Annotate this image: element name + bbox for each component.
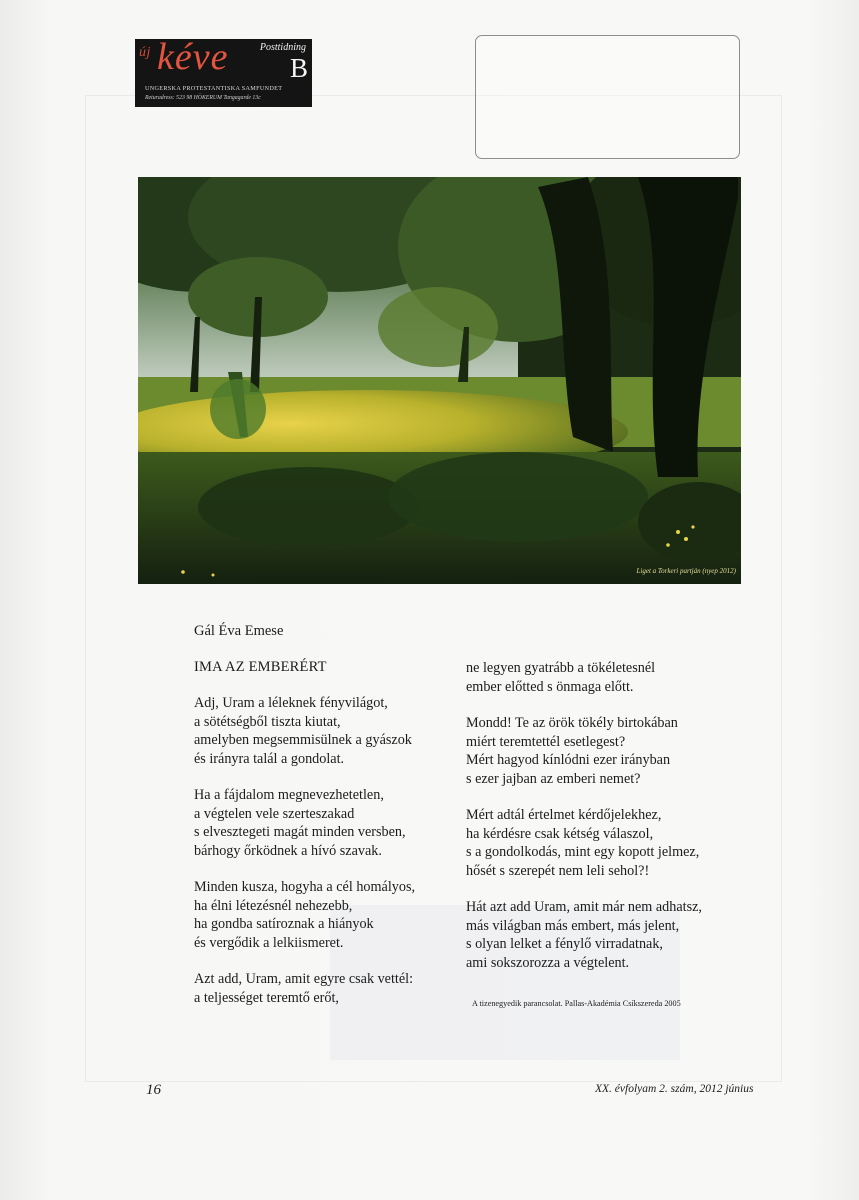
stanza [194, 694, 462, 768]
poem-line: ami sokszorozza a végtelent. [466, 954, 630, 971]
poem-title: IMA AZ EMBERÉRT [194, 659, 327, 675]
poem-line: Hát azt add Uram, amit már nem adhatsz, [466, 899, 702, 915]
poem-line: hősét s szerepét nem leli sehol?! [466, 862, 650, 879]
poem-line: s ezer jajban az emberi nemet? [466, 770, 641, 787]
poem-line: ha élni létezésnél nehezebb, [194, 897, 353, 914]
poem-line: ne legyen gyatrább a tökéletesnél [466, 660, 656, 676]
landscape-photo [138, 177, 741, 584]
address-label-box [475, 35, 740, 159]
poem-line: és vergődik a lelkiismeret. [194, 934, 344, 951]
poem-line: Azt add, Uram, amit egyre csak vettél: [194, 971, 414, 987]
stanza [194, 970, 462, 1007]
masthead-organization: UNGERSKA PROTESTANTISKA SAMFUNDET [145, 85, 283, 92]
poem-line: a sötétségből tiszta kiutat, [194, 713, 341, 730]
stanza [466, 898, 746, 972]
author-name: Gál Éva Emese [194, 623, 284, 639]
poem-line: bárhogy őrködnek a hívó szavak. [194, 842, 382, 859]
poem-line: Mért hagyod kínlódni ezer irányban [466, 752, 671, 768]
masthead-title: kéve [157, 39, 229, 78]
stanza [194, 786, 462, 860]
masthead-class-letter: B [289, 53, 308, 83]
poem-line: miért teremtettél esetlegest? [466, 733, 626, 750]
masthead-posttidning: Posttidning [259, 42, 306, 53]
poem-left-column [194, 659, 462, 1025]
poem-line: Minden kusza, hogyha a cél homályos, [194, 879, 416, 895]
poem-line: amelyben megsemmisülnek a gyászok [194, 732, 412, 748]
page-number: 16 [146, 1082, 161, 1098]
poem-line: más világban más embert, más jelent, [466, 917, 680, 934]
poem-line: ha kérdésre csak kétség válaszol, [466, 825, 654, 842]
stanza [466, 714, 746, 788]
poem-line: Adj, Uram a léleknek fényvilágot, [194, 695, 388, 711]
poem-line: és irányra talál a gondolat. [194, 750, 345, 767]
landscape-photo-drawing [138, 177, 741, 584]
masthead-logo [135, 39, 312, 107]
issue-info: XX. évfolyam 2. szám, 2012 június [595, 1083, 754, 1095]
poem-line: ha gondba satíroznak a hiányok [194, 916, 374, 932]
poem-line: Ha a fájdalom megnevezhetetlen, [194, 787, 384, 803]
poem-line: ember előtted s önmaga előtt. [466, 678, 634, 695]
poem-source: A tizenegyedik parancsolat. Pallas-Akadémia Csíkszereda 2005 [472, 999, 681, 1008]
poem-line: a végtelen vele szerteszakad [194, 805, 355, 822]
stanza [466, 806, 746, 880]
poem-line: s a gondolkodás, mint egy kopott jelmez, [466, 844, 700, 860]
poem-line: Mért adtál értelmet kérdőjelekhez, [466, 807, 662, 823]
masthead-return-address: Returadress: 523 98 HÖKERUM Tangagarde 13c [145, 95, 261, 101]
masthead-prefix: új [139, 45, 151, 60]
poem-line: s elvesztegeti magát minden versben, [194, 824, 406, 840]
poem-line: Mondd! Te az örök tökély birtokában [466, 715, 678, 731]
stanza [194, 878, 462, 952]
photo-caption: Liget a Torkeri partján (nyep 2012) [636, 567, 736, 575]
stanza [466, 659, 746, 696]
poem-line: a teljességet teremtő erőt, [194, 989, 339, 1006]
poem-line: s olyan lelket a fénylő virradatnak, [466, 936, 663, 952]
poem-right-column [466, 659, 746, 990]
